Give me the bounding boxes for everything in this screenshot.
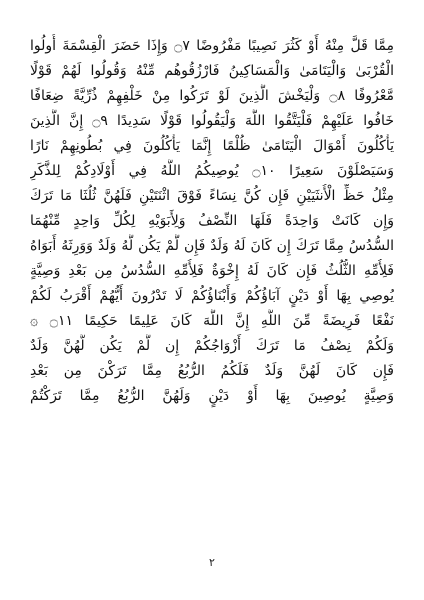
text-line-13: وَلَكُمْ نِصْفُ مَا تَرَكَ أَزْوَاجُكُمْ إِن لَّمْ يَكُن لَّهُنَّ وَلَدٌ [30,338,394,354]
text-line-4: خَافُوا عَلَيْهِمْ فَلْيَتَّقُوا اللَّهَ وَلْيَقُولُوا قَوْلًا سَدِيدًا ۝٩ إِنَّ الَّذِينَ [30,113,394,129]
text-line-2: الْقُرْبَىٰ وَالْيَتَامَىٰ وَالْمَسَاكِينُ فَارْزُقُوهُم مِّنْهُ وَقُولُوا لَهُمْ قَوْلًا [30,63,394,79]
text-line-10: فَلِأُمِّهِ الثُّلُثُ فَإِن كَانَ لَهُ إِخْوَةٌ فَلِأُمِّهِ السُّدُسُ مِن بَعْدِ وَصِيَّةٍ [30,263,394,279]
quran-text-block [30,34,394,409]
text-line-15: وَصِيَّةٍ يُوصِينَ بِهَا أَوْ دَيْنٍ وَلَهُنَّ الرُّبُعُ مِمَّا تَرَكْتُمْ [30,388,394,404]
text-line-8: وَإِن كَانَتْ وَاحِدَةً فَلَهَا النِّصْفُ وَلِأَبَوَيْهِ لِكُلِّ وَاحِدٍ مِّنْهُمَا [30,213,394,229]
page-number: ٢ [209,556,215,569]
text-line-9: السُّدُسُ مِمَّا تَرَكَ إِن كَانَ لَهُ وَلَدٌ فَإِن لَّمْ يَكُن لَّهُ وَلَدٌ وَوَرِثَهُ أَبَوَاهُ [30,238,394,254]
text-line-14: فَإِن كَانَ لَهُنَّ وَلَدٌ فَلَكُمُ الرُّبُعُ مِمَّا تَرَكْنَ مِن بَعْدِ [30,363,394,379]
text-line-5: يَأْكُلُونَ أَمْوَالَ الْيَتَامَىٰ ظُلْمًا إِنَّمَا يَأْكُلُونَ فِي بُطُونِهِمْ نَارًا [30,138,394,154]
text-line-11: يُوصِي بِهَا أَوْ دَيْنٍ آبَاؤُكُمْ وَأَبْنَاؤُكُمْ لَا تَدْرُونَ أَيُّهُمْ أَقْرَبُ لَكُمْ [30,288,394,304]
text-line-1: مِمَّا قَلَّ مِنْهُ أَوْ كَثُرَ نَصِيبًا مَفْرُوضًا ۝٧ وَإِذَا حَضَرَ الْقِسْمَةَ أُولُوا [30,38,394,54]
text-line-7: مِثْلُ حَظِّ الْأُنثَيَيْنِ فَإِن كُنَّ نِسَاءً فَوْقَ اثْنَتَيْنِ فَلَهُنَّ ثُلُثَا مَا تَرَكَ [30,188,394,204]
text-line-6: وَسَيَصْلَوْنَ سَعِيرًا ۝١٠ يُوصِيكُمُ اللَّهُ فِي أَوْلَادِكُمْ لِلذَّكَرِ [30,163,394,179]
text-line-12: نَفْعًا فَرِيضَةً مِّنَ اللَّهِ إِنَّ اللَّهَ كَانَ عَلِيمًا حَكِيمًا ۝١١ ۞ [30,313,394,329]
text-line-3: مَّعْرُوفًا ۝٨ وَلْيَخْشَ الَّذِينَ لَوْ تَرَكُوا مِنْ خَلْفِهِمْ ذُرِّيَّةً ضِعَافًا [30,88,394,104]
